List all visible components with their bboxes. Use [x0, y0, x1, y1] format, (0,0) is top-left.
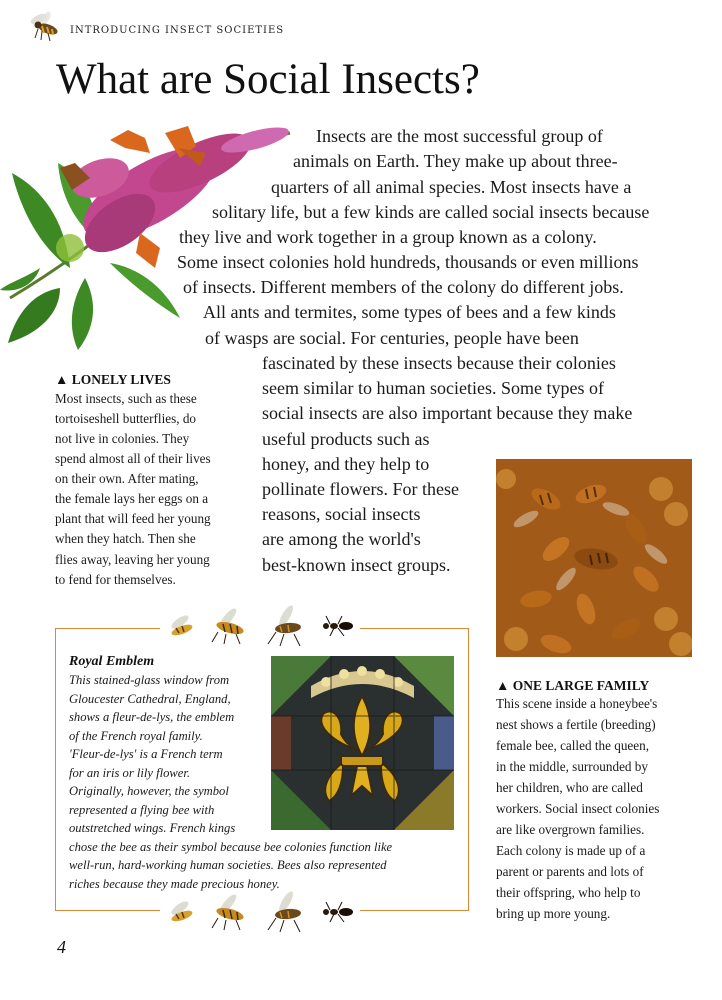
- emblem-line: shows a fleur-de-lys, the emblem: [69, 710, 235, 724]
- family-line: nest shows a fertile (breeding): [496, 717, 656, 732]
- family-line: in the middle, surrounded by: [496, 759, 648, 774]
- lonely-lives-heading: ▲ LONELY LIVES: [55, 372, 171, 387]
- family-line: her children, who are called: [496, 780, 643, 795]
- emblem-line: of the French royal family.: [69, 729, 203, 743]
- emblem-line: This stained-glass window from: [69, 673, 230, 687]
- one-large-family-heading: ▲ ONE LARGE FAMILY: [496, 678, 650, 693]
- emblem-line: Originally, however, the symbol: [69, 784, 229, 798]
- section-label: INTRODUCING INSECT SOCIETIES: [70, 25, 285, 36]
- emblem-line: Gloucester Cathedral, England,: [69, 692, 231, 706]
- family-line: This scene inside a honeybee's: [496, 696, 658, 711]
- intro-line: of wasps are social. For centuries, people have been: [205, 328, 579, 348]
- header-bee-icon: [26, 9, 66, 45]
- intro-line: they live and work together in a group known as a colony.: [179, 227, 597, 247]
- bee-icon: [212, 892, 245, 930]
- lonely-line: when they hatch. Then she: [55, 531, 196, 546]
- family-line: their offspring, who help to: [496, 885, 641, 900]
- lonely-line: tortoiseshell butterflies, do: [55, 411, 197, 426]
- bee-icon: [268, 604, 301, 646]
- intro-line: social insects are also important because they make: [262, 403, 633, 423]
- intro-line: pollinate flowers. For these: [262, 479, 459, 499]
- intro-line: Insects are the most successful group of: [316, 126, 603, 146]
- emblem-line: outstretched wings. French kings: [69, 821, 236, 835]
- intro-line: fascinated by these insects because their colonies: [262, 353, 616, 373]
- emblem-line: 'Fleur-de-lys' is a French term: [69, 747, 223, 761]
- royal-emblem-title: Royal Emblem: [69, 654, 155, 669]
- intro-line: are among the world's: [262, 529, 421, 549]
- lonely-line: spend almost all of their lives: [55, 451, 211, 466]
- intro-line: quarters of all animal species. Most insects have a: [271, 177, 632, 197]
- bee-icon: [268, 890, 301, 932]
- stained-glass-fleur-de-lys-image: [271, 656, 454, 830]
- emblem-line: represented a flying bee with: [69, 803, 215, 817]
- bee-icon: [170, 613, 194, 638]
- emblem-line: riches because they made precious honey.: [69, 877, 280, 891]
- intro-line: best-known insect groups.: [262, 555, 451, 575]
- lonely-line: plant that will feed her young: [55, 511, 211, 526]
- intro-line: seem similar to human societies. Some types of: [262, 378, 604, 398]
- bee-icon: [212, 606, 245, 644]
- intro-line: Some insect colonies hold hundreds, thousands or even millions: [177, 252, 639, 272]
- ant-icon: [323, 902, 353, 922]
- family-line: bring up more young.: [496, 906, 611, 921]
- family-line: workers. Social insect colonies: [496, 801, 660, 816]
- intro-line: reasons, social insects: [262, 504, 421, 524]
- bees-decoration-top: [160, 604, 360, 648]
- page-title: What are Social Insects?: [56, 56, 480, 103]
- lonely-line: flies away, leaving her young: [55, 552, 210, 567]
- family-line: parent or parents and lots of: [496, 864, 644, 879]
- lonely-line: the female lays her eggs on a: [55, 491, 209, 506]
- lonely-line: on their own. After mating,: [55, 471, 199, 486]
- emblem-line: chose the bee as their symbol because bee colonies function like: [69, 840, 393, 854]
- bees-decoration-bottom: [160, 890, 360, 934]
- ant-icon: [323, 616, 353, 636]
- lonely-line: to fend for themselves.: [55, 572, 176, 587]
- lonely-line: not live in colonies. They: [55, 431, 190, 446]
- family-line: female bee, called the queen,: [496, 738, 650, 753]
- page-number: 4: [57, 937, 66, 957]
- family-line: are like overgrown families.: [496, 822, 645, 837]
- honeybee-nest-photo: [496, 459, 692, 657]
- intro-line: honey, and they help to: [262, 454, 430, 474]
- bee-icon: [170, 899, 194, 924]
- intro-line: animals on Earth. They make up about three-: [293, 151, 618, 171]
- intro-line: useful products such as: [262, 429, 430, 449]
- lonely-line: Most insects, such as these: [55, 391, 197, 406]
- intro-line: solitary life, but a few kinds are called social insects because: [212, 202, 650, 222]
- intro-line: All ants and termites, some types of bees and a few kinds: [203, 302, 616, 322]
- emblem-line: for an iris or lily flower.: [69, 766, 191, 780]
- intro-line: of insects. Different members of the colony do different jobs.: [183, 277, 624, 297]
- family-line: Each colony is made up of a: [496, 843, 646, 858]
- emblem-line: well-run, hard-working human societies. Bees also represented: [69, 858, 387, 872]
